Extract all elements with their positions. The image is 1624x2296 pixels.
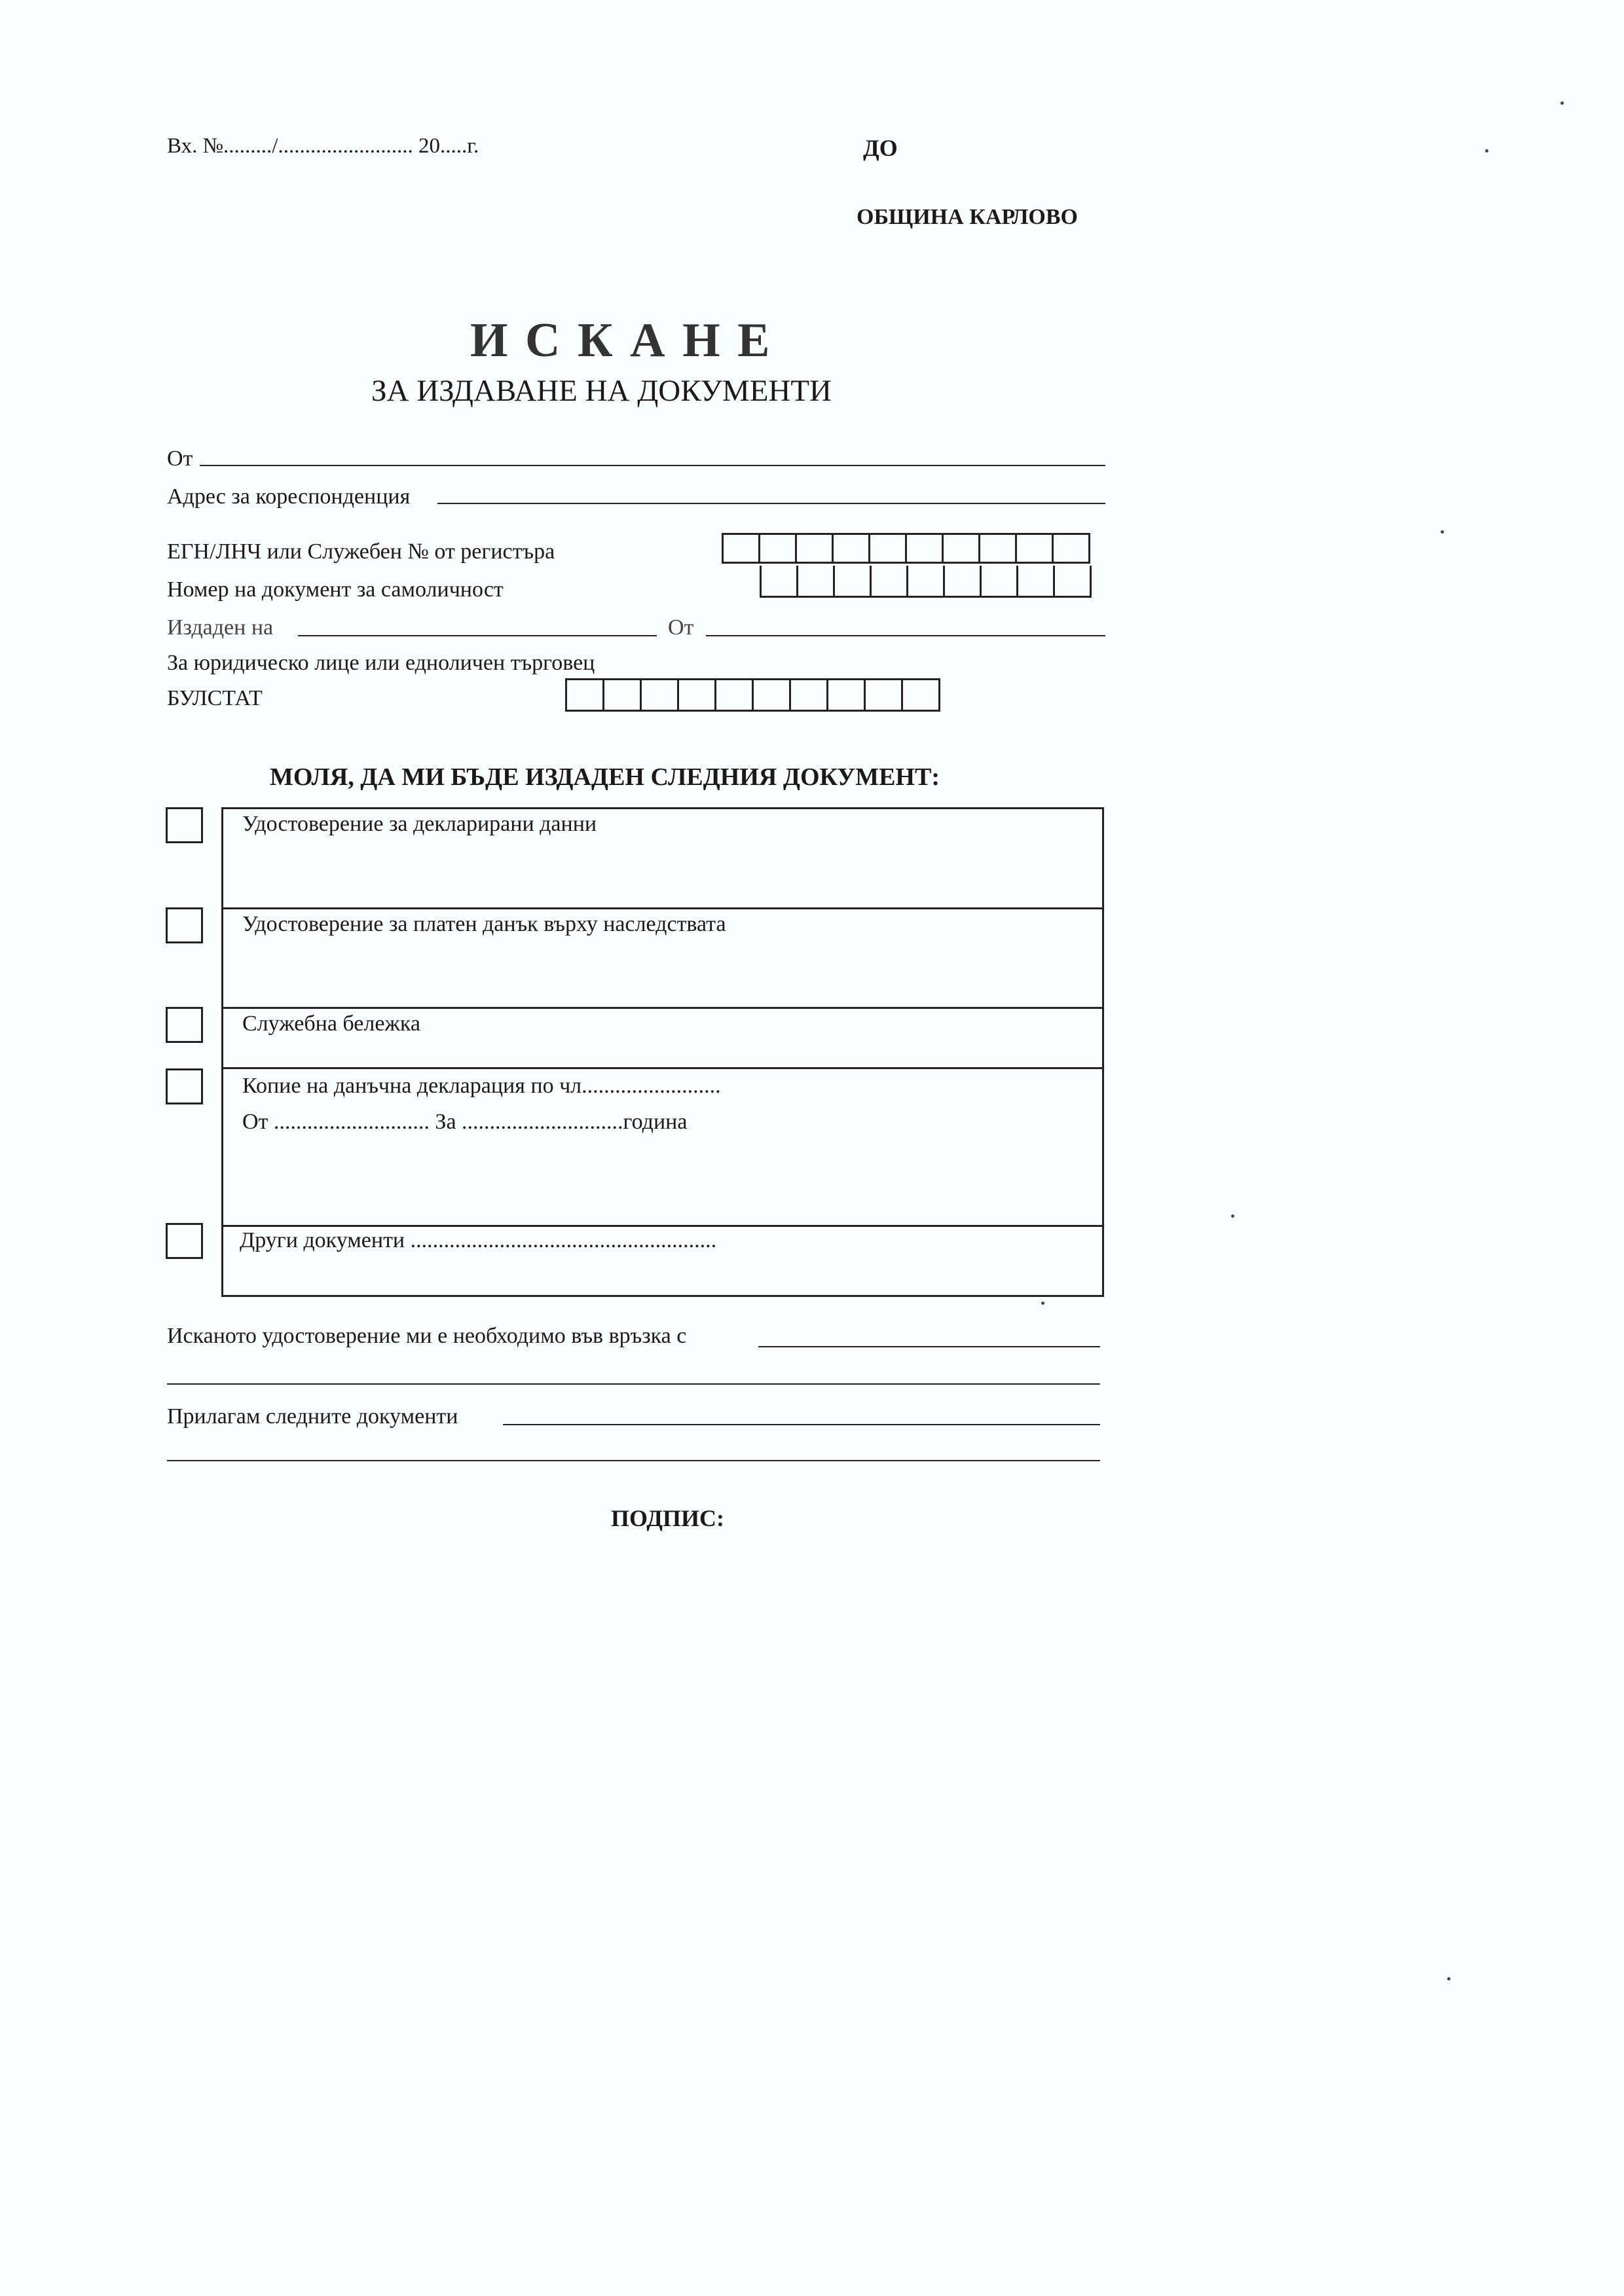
to-label: ДО xyxy=(863,135,898,161)
option-label: Удостоверение за платен данък върху наследствата xyxy=(242,912,726,936)
option-tax-declaration-copy-checkbox[interactable] xyxy=(166,1068,203,1104)
id-document-label: Номер на документ за самоличност xyxy=(167,577,504,602)
attachments-field-line-2[interactable] xyxy=(167,1460,1100,1461)
address-field[interactable] xyxy=(437,503,1105,504)
option-inheritance-tax-checkbox[interactable] xyxy=(166,907,203,943)
registration-number: Вх. №........./......................... 20.....г. xyxy=(167,134,479,158)
scan-speck xyxy=(1441,530,1444,534)
from-field[interactable] xyxy=(200,465,1105,466)
purpose-field-line-2[interactable] xyxy=(167,1383,1100,1385)
legal-entity-label: За юридическо лице или едноличен търговец xyxy=(167,651,595,675)
from-label: От xyxy=(167,446,193,471)
scan-speck xyxy=(1560,101,1564,105)
form-subtitle: ЗА ИЗДАВАНЕ НА ДОКУМЕНТИ xyxy=(371,374,832,408)
option-label: Копие на данъчна декларация по чл......................... xyxy=(242,1074,721,1098)
option-label: Удостоверение за декларирани данни xyxy=(242,812,597,836)
scan-speck xyxy=(1231,1214,1234,1218)
option-label: Други документи ....................................................... xyxy=(240,1228,717,1252)
scan-speck xyxy=(1041,1302,1044,1305)
address-label: Адрес за кореспонденция xyxy=(167,484,411,509)
bulstat-grid[interactable] xyxy=(565,678,940,712)
recipient-name: ОБЩИНА КАРЛОВО xyxy=(857,205,1078,229)
option-other-documents-checkbox[interactable] xyxy=(166,1223,203,1259)
document-options-box xyxy=(221,807,1104,1297)
request-heading: МОЛЯ, ДА МИ БЪДЕ ИЗДАДЕН СЛЕДНИЯ ДОКУМЕНТ: xyxy=(270,763,940,791)
egn-label: ЕГН/ЛНЧ или Служебен № от регистъра xyxy=(167,539,555,564)
purpose-field[interactable] xyxy=(758,1346,1100,1347)
signature-label: ПОДПИС: xyxy=(611,1505,724,1531)
option-label: Служебна бележка xyxy=(242,1011,420,1036)
divider xyxy=(221,1225,1104,1227)
issued-on-field[interactable] xyxy=(298,635,657,636)
option-sublabel: От ............................ За .............................година xyxy=(242,1110,688,1134)
scan-speck xyxy=(1447,1977,1450,1980)
option-official-note-checkbox[interactable] xyxy=(166,1007,203,1043)
scan-speck xyxy=(1485,149,1488,153)
divider xyxy=(221,1007,1104,1009)
purpose-label: Исканото удостоверение ми е необходимо във връзка с xyxy=(167,1324,687,1348)
issued-on-label: Издаден на xyxy=(167,615,274,640)
divider xyxy=(221,907,1104,909)
bulstat-label: БУЛСТАТ xyxy=(167,686,263,710)
issued-by-label: От xyxy=(668,615,694,640)
attachments-label: Прилагам следните документи xyxy=(167,1404,458,1429)
id-document-grid[interactable] xyxy=(760,566,1092,598)
form-title: И С К А Н Е xyxy=(470,314,773,367)
issued-by-field[interactable] xyxy=(706,635,1105,636)
divider xyxy=(221,1067,1104,1069)
egn-grid[interactable] xyxy=(722,533,1090,564)
option-declared-data-checkbox[interactable] xyxy=(166,807,203,843)
attachments-field[interactable] xyxy=(503,1424,1100,1425)
